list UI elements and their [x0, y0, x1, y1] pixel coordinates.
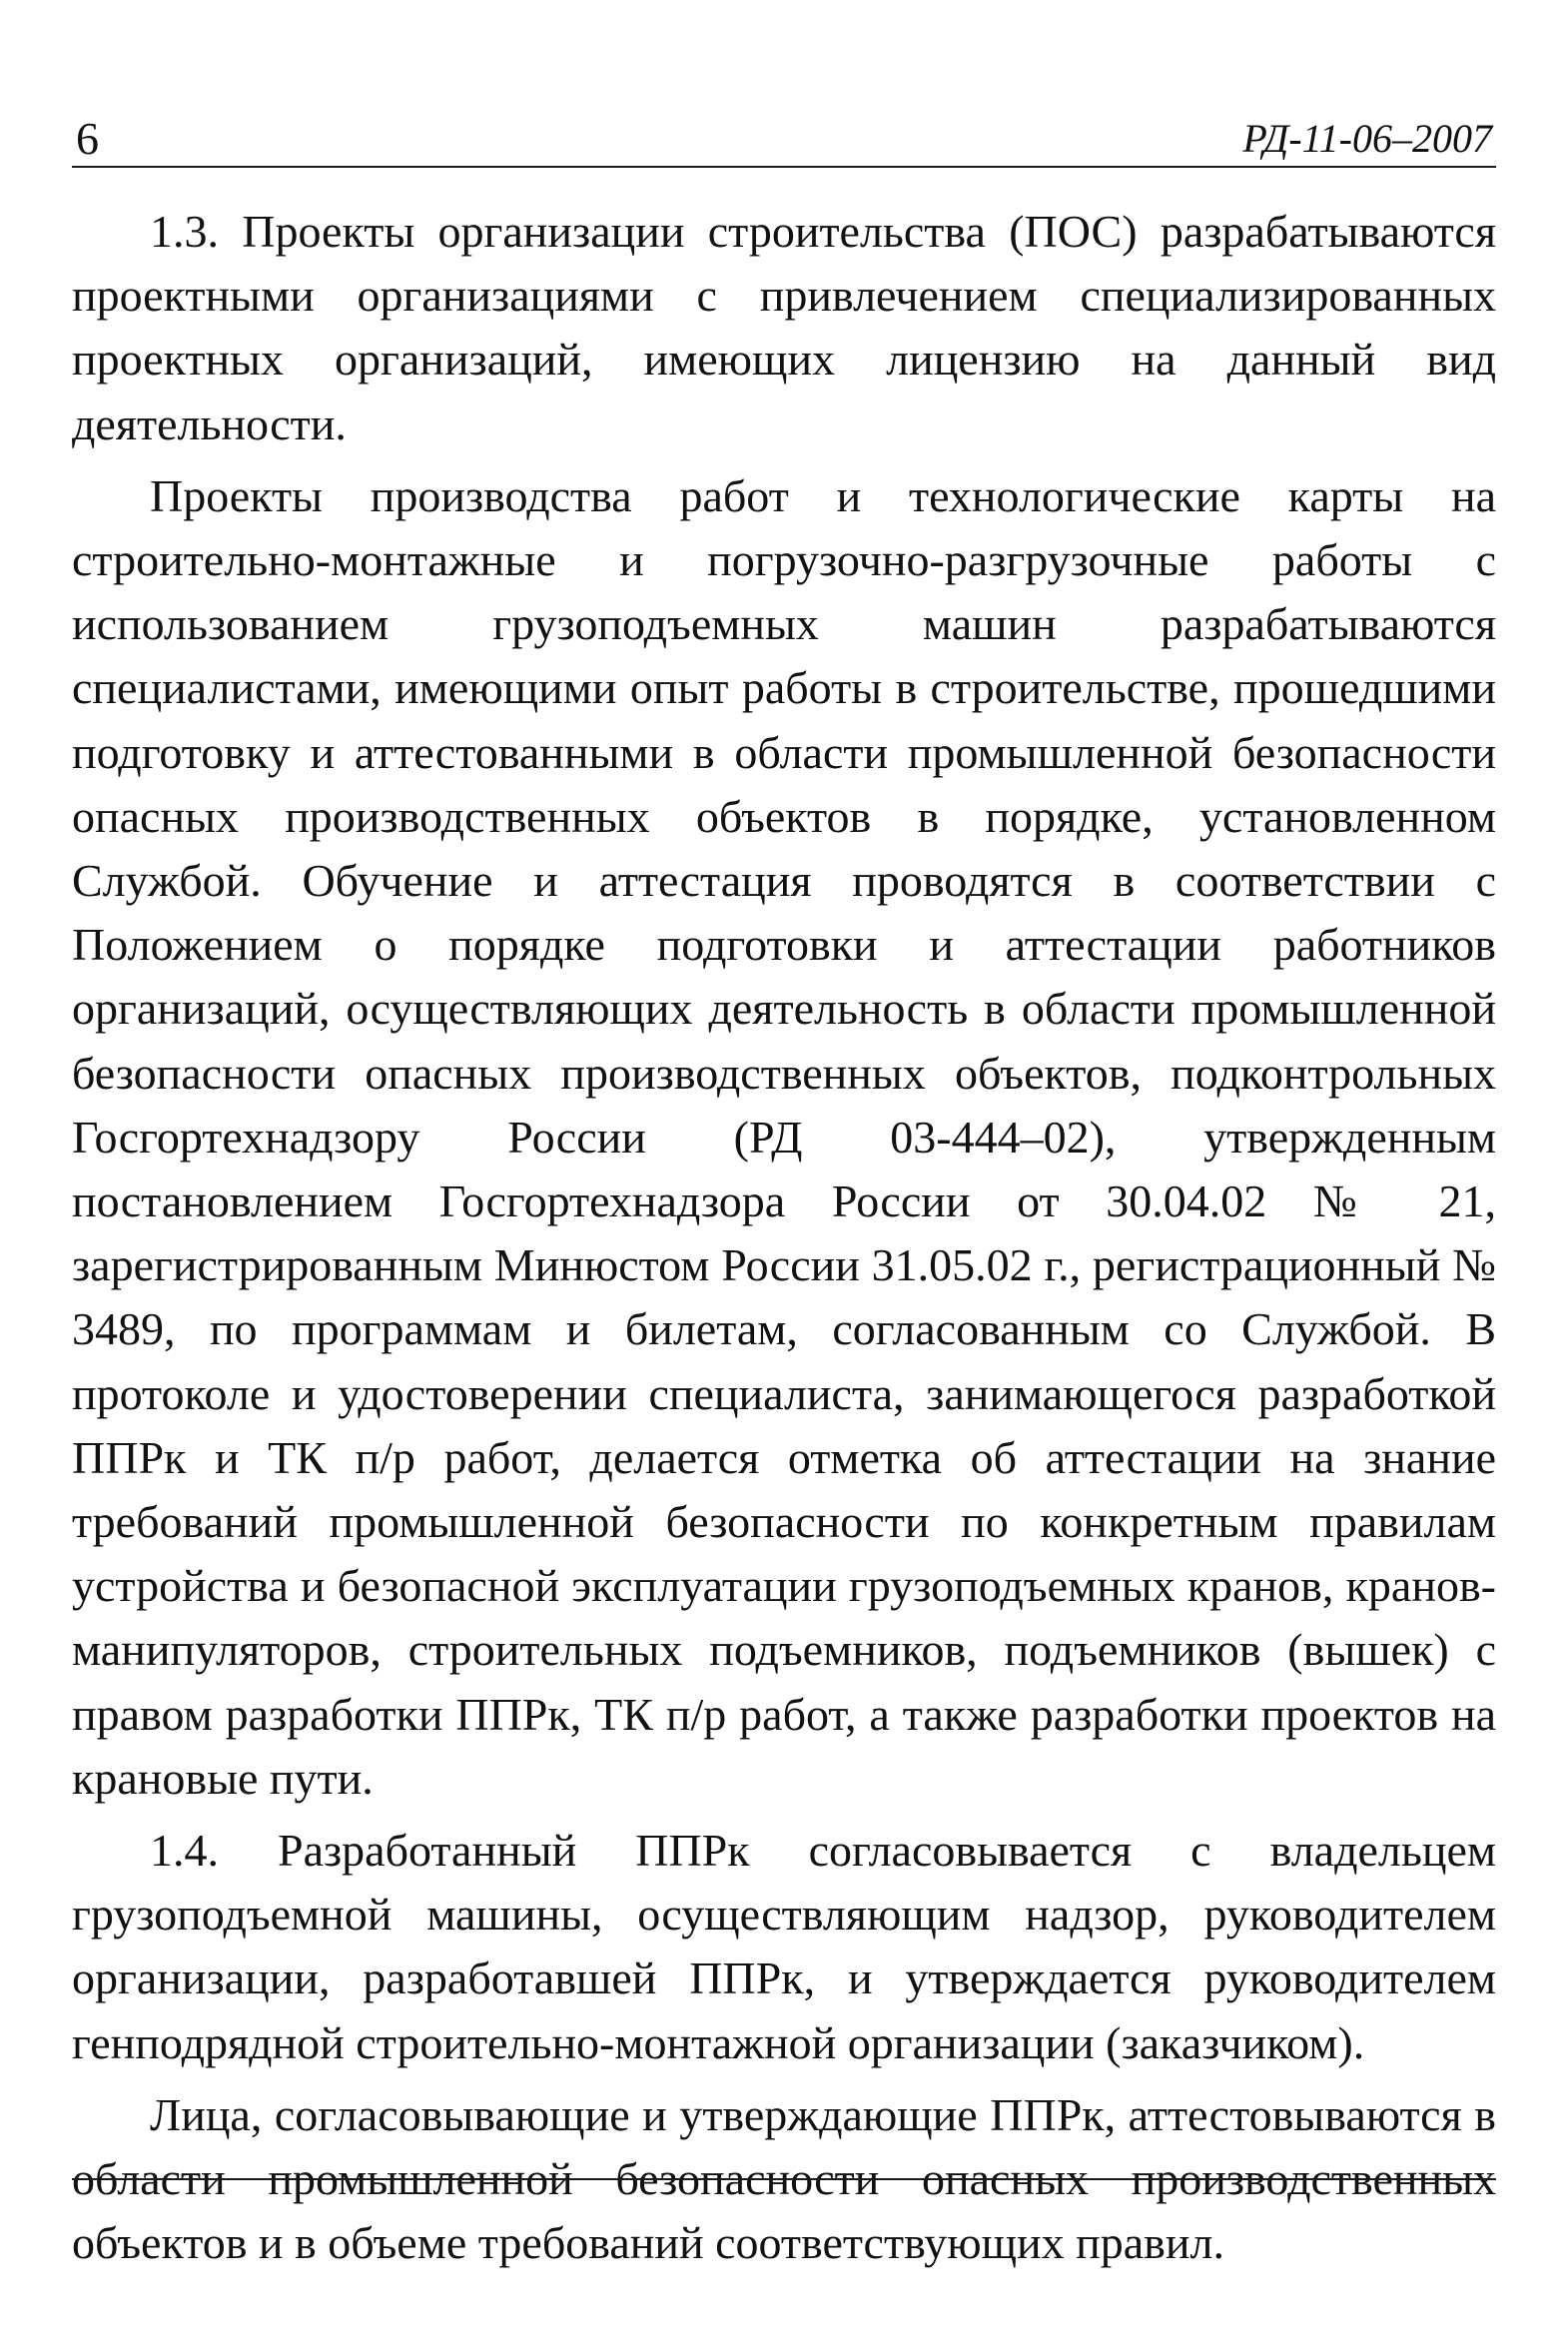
document-page [72, 108, 1496, 2269]
body-text [72, 200, 1496, 2276]
paragraph-1-4: 1.4. Разработанный ППРк согласовывается с владельцем грузоподъемной машины, осуществляющим надзор, руководителем организации, разработавшей ППРк, и утверждается руководителем генподрядной строительно-монтажной организации (заказчиком). [72, 1825, 1496, 2068]
paragraph-approvers: Лица, согласовывающие и утверждающие ППРк, аттестовываются в области промышленной безопасности опасных производственных объектов и в объеме требований соответствующих правил. [72, 2088, 1496, 2269]
footer-divider [72, 2178, 1496, 2180]
document-code: РД-11-06–2007 [1242, 116, 1492, 161]
paragraph-ppr-developers: Проекты производства работ и технологические карты на строительно-монтажные и погрузочно-разгрузочные работы с использованием грузоподъемных машин разрабатываются специалистами, имеющими опыт работы в строительстве, прошедшими подготовку и аттестованными в области промышленной безопасности опасных производственных объектов в порядке, установленном Службой. Обучение и аттестация проводятся в соответствии с Положением о порядке подготовки и аттестации работников организаций, осуществляющих деятельность в области промышленной безопасности опасных производственных объектов, подконтрольных Госгортехнадзору России (РД 03-444–02), утвержденным постановлением Госгортехнадзора России от 30.04.02 № 21, зарегистрированным Минюстом России 31.05.02 г., регистрационный № 3489, по программам и билетам, согласованным со Службой. В протоколе и удостоверении специалиста, занимающегося разработкой ППРк и ТК п/р работ, делается отметка об аттестации на знание требований промышленной безопасности по конкретным правилам устройства и безопасной эксплуатации грузоподъемных кранов, кранов-манипуляторов, строительных подъемников, подъемников (вышек) с правом разработки ППРк, ТК п/р работ, а также разработки проектов на крановые пути. [72, 469, 1496, 1804]
paragraph-1-3: 1.3. Проекты организации строительства (ПОС) разрабатываются проектными организациями с привлечением специализированных проектных организаций, имеющих лицензию на данный вид деятельности. [72, 206, 1496, 449]
page-number: 6 [76, 113, 99, 164]
page-header [72, 108, 1496, 168]
